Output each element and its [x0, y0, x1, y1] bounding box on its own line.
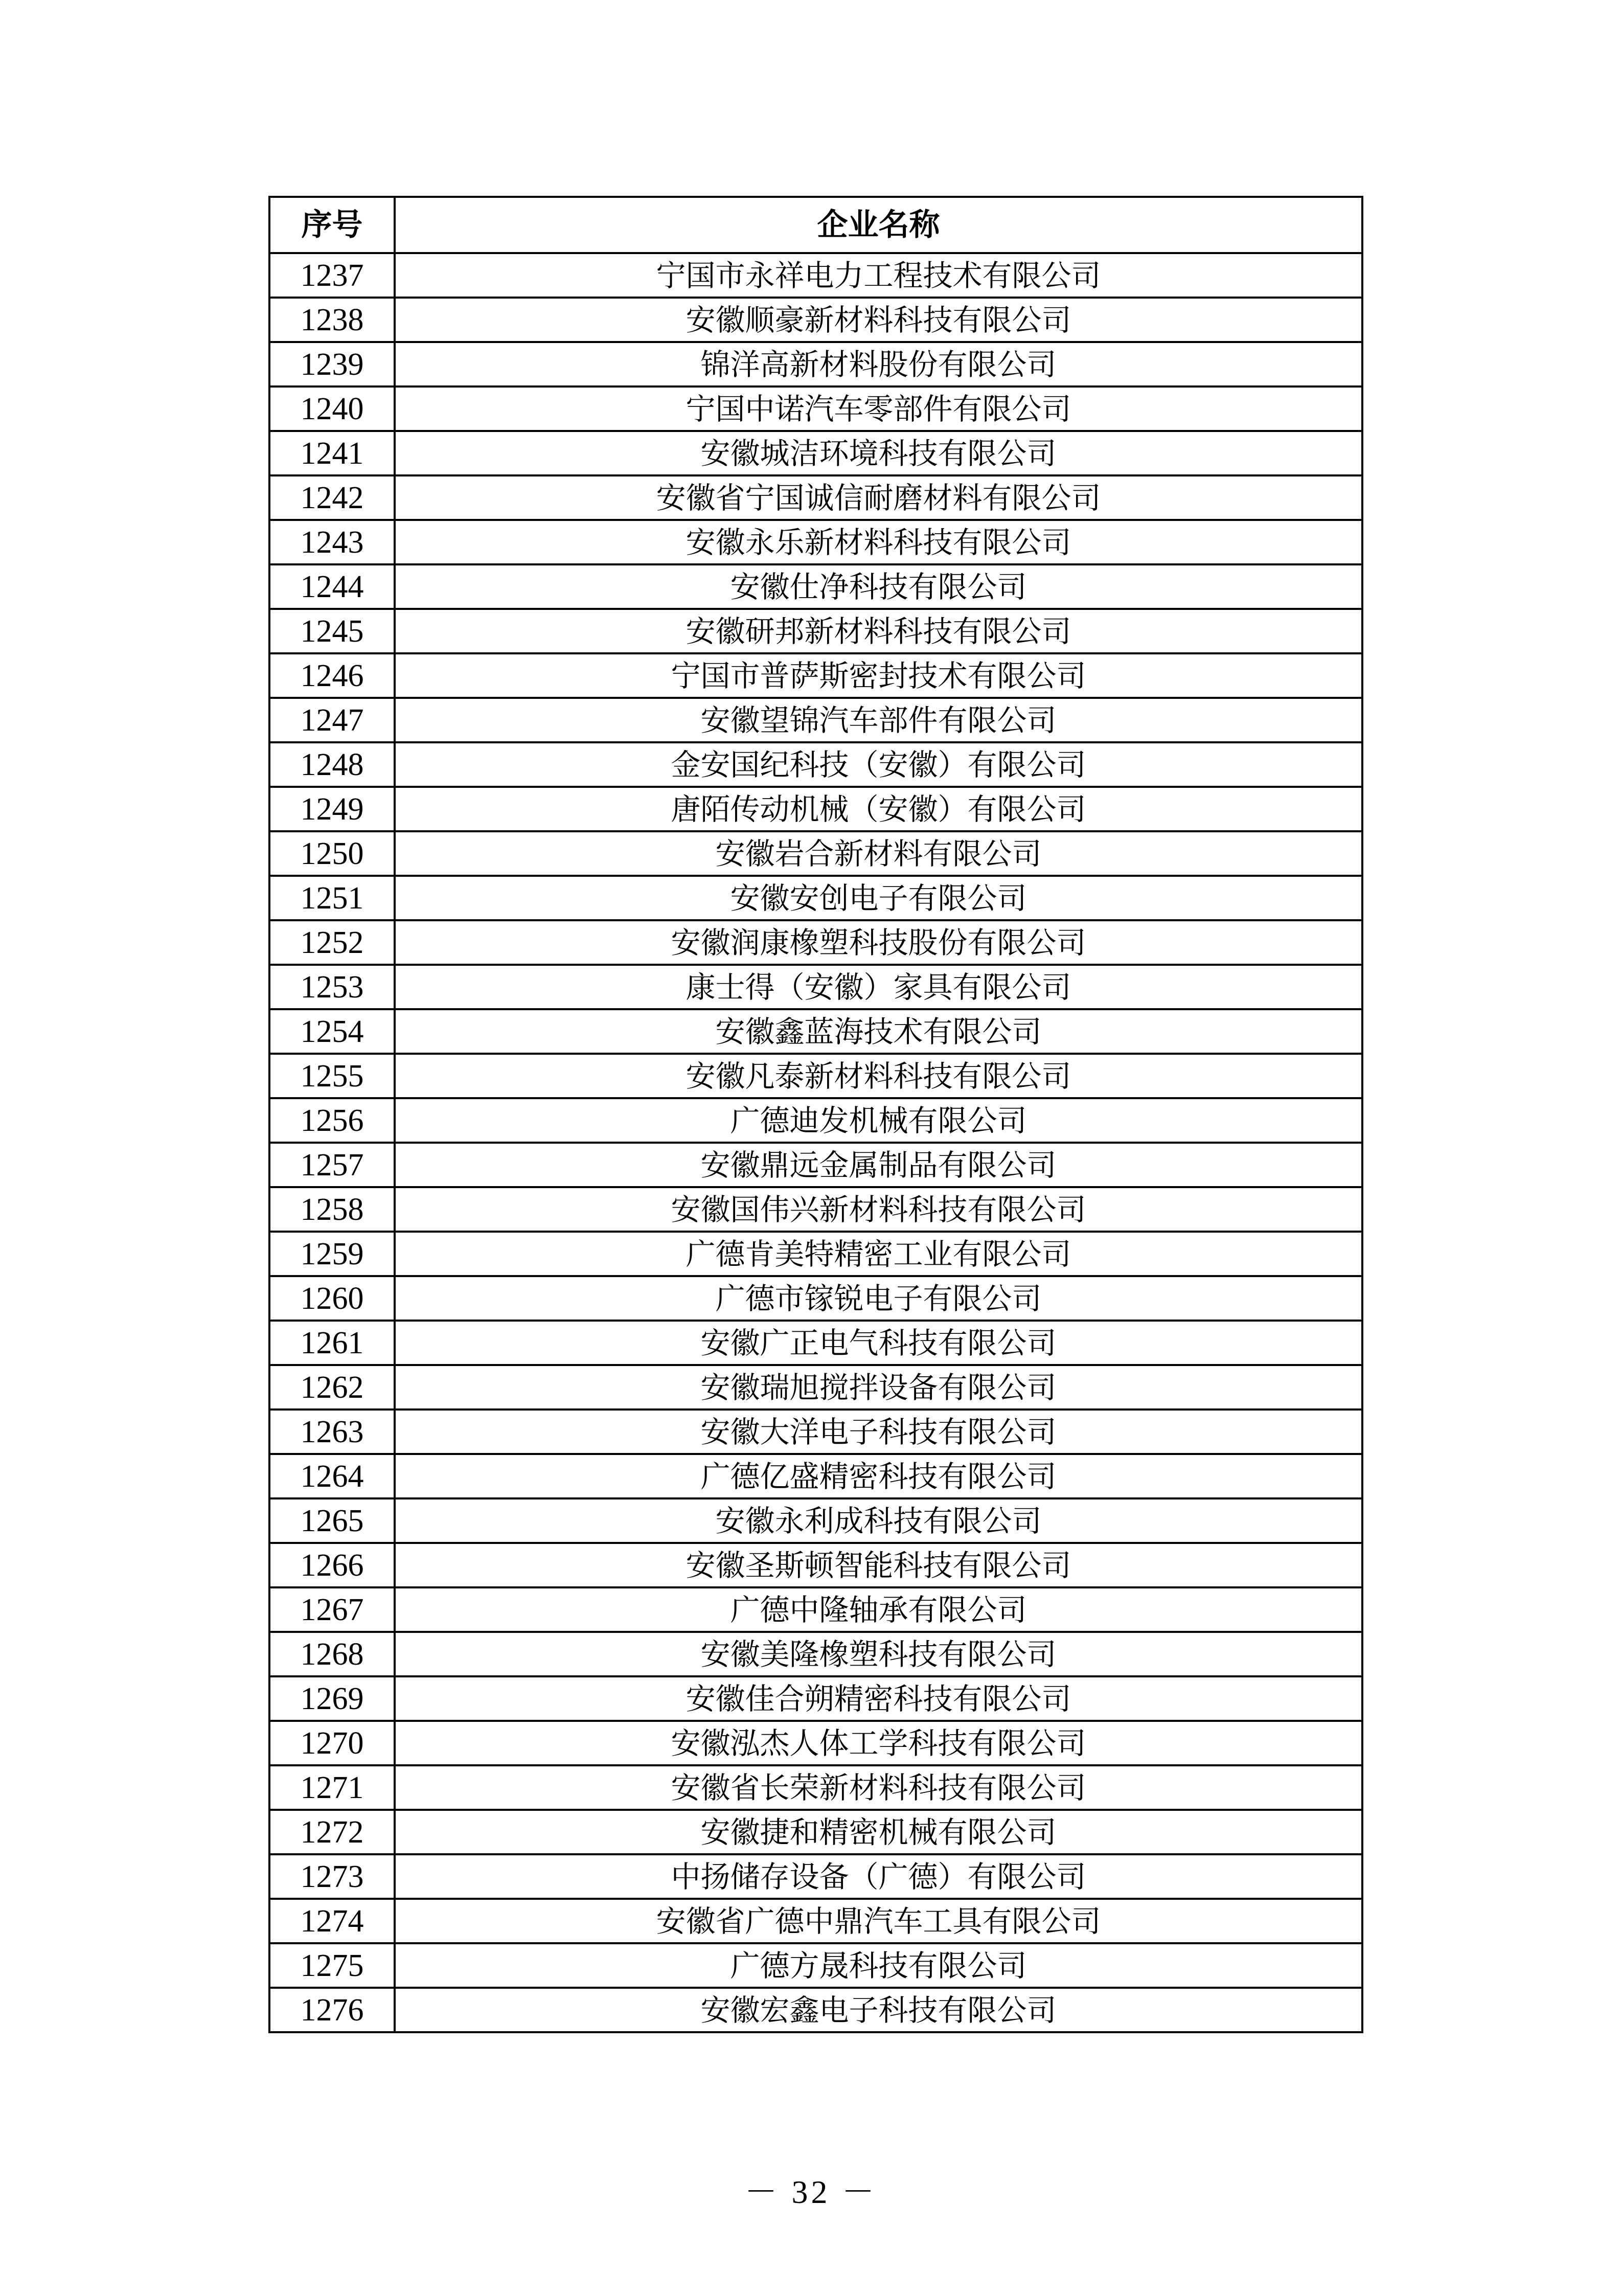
enterprise-name-cell: 宁国市永祥电力工程技术有限公司	[395, 253, 1362, 298]
serial-number-cell: 1266	[269, 1543, 395, 1587]
table-row	[269, 1721, 1362, 1765]
enterprise-name-cell: 安徽大洋电子科技有限公司	[395, 1410, 1362, 1454]
enterprise-name-cell: 宁国市普萨斯密封技术有限公司	[395, 653, 1362, 698]
enterprise-name-cell: 安徽研邦新材料科技有限公司	[395, 609, 1362, 653]
enterprise-name-cell: 安徽顺豪新材料科技有限公司	[395, 298, 1362, 342]
table-row	[269, 1321, 1362, 1365]
enterprise-name-cell: 安徽润康橡塑科技股份有限公司	[395, 920, 1362, 965]
table-row	[269, 1454, 1362, 1498]
serial-number-cell: 1271	[269, 1765, 395, 1810]
table-row	[269, 475, 1362, 520]
enterprise-name-cell: 安徽凡泰新材料科技有限公司	[395, 1054, 1362, 1098]
page-number: － 32 －	[744, 2174, 878, 2210]
enterprise-name-cell: 广德亿盛精密科技有限公司	[395, 1454, 1362, 1498]
serial-number-cell: 1246	[269, 653, 395, 698]
table-row	[269, 609, 1362, 653]
enterprise-name-cell: 安徽鼎远金属制品有限公司	[395, 1143, 1362, 1187]
enterprise-name-cell: 安徽永乐新材料科技有限公司	[395, 520, 1362, 564]
enterprise-name-cell: 安徽望锦汽车部件有限公司	[395, 698, 1362, 742]
table-row	[269, 1054, 1362, 1098]
enterprise-name-cell: 安徽岩合新材料有限公司	[395, 831, 1362, 876]
serial-number-cell: 1272	[269, 1810, 395, 1854]
enterprise-table	[268, 196, 1363, 2033]
enterprise-name-cell: 安徽永利成科技有限公司	[395, 1498, 1362, 1543]
serial-number-cell: 1253	[269, 965, 395, 1009]
table-row	[269, 1365, 1362, 1410]
table-row	[269, 831, 1362, 876]
enterprise-name-cell: 金安国纪科技（安徽）有限公司	[395, 742, 1362, 787]
enterprise-name-cell: 安徽仕净科技有限公司	[395, 564, 1362, 609]
enterprise-name-cell: 广德方晟科技有限公司	[395, 1943, 1362, 1988]
enterprise-name-cell: 安徽安创电子有限公司	[395, 876, 1362, 920]
enterprise-name-cell: 康士得（安徽）家具有限公司	[395, 965, 1362, 1009]
serial-number-cell: 1239	[269, 342, 395, 387]
serial-number-cell: 1258	[269, 1187, 395, 1232]
enterprise-name-cell: 安徽宏鑫电子科技有限公司	[395, 1988, 1362, 2032]
enterprise-name-cell: 安徽省宁国诚信耐磨材料有限公司	[395, 475, 1362, 520]
header-serial-number: 序号	[269, 197, 395, 253]
table-row	[269, 1276, 1362, 1321]
table-row	[269, 1498, 1362, 1543]
table-row	[269, 698, 1362, 742]
serial-number-cell: 1254	[269, 1009, 395, 1054]
table-row	[269, 1143, 1362, 1187]
serial-number-cell: 1273	[269, 1854, 395, 1899]
table-row	[269, 742, 1362, 787]
enterprise-name-cell: 安徽泓杰人体工学科技有限公司	[395, 1721, 1362, 1765]
enterprise-name-cell: 宁国中诺汽车零部件有限公司	[395, 387, 1362, 431]
serial-number-cell: 1275	[269, 1943, 395, 1988]
serial-number-cell: 1269	[269, 1676, 395, 1721]
table-row	[269, 1943, 1362, 1988]
serial-number-cell: 1237	[269, 253, 395, 298]
serial-number-cell: 1250	[269, 831, 395, 876]
enterprise-name-cell: 中扬储存设备（广德）有限公司	[395, 1854, 1362, 1899]
table-row	[269, 387, 1362, 431]
enterprise-name-cell: 广德肯美特精密工业有限公司	[395, 1232, 1362, 1276]
enterprise-name-cell: 广德迪发机械有限公司	[395, 1098, 1362, 1143]
serial-number-cell: 1259	[269, 1232, 395, 1276]
table-row	[269, 1765, 1362, 1810]
serial-number-cell: 1243	[269, 520, 395, 564]
serial-number-cell: 1256	[269, 1098, 395, 1143]
table-row	[269, 1009, 1362, 1054]
table-row	[269, 1098, 1362, 1143]
serial-number-cell: 1245	[269, 609, 395, 653]
enterprise-name-cell: 安徽国伟兴新材料科技有限公司	[395, 1187, 1362, 1232]
serial-number-cell: 1241	[269, 431, 395, 475]
enterprise-name-cell: 安徽圣斯顿智能科技有限公司	[395, 1543, 1362, 1587]
serial-number-cell: 1262	[269, 1365, 395, 1410]
table-row	[269, 1410, 1362, 1454]
serial-number-cell: 1242	[269, 475, 395, 520]
serial-number-cell: 1255	[269, 1054, 395, 1098]
header-enterprise-name: 企业名称	[395, 197, 1362, 253]
enterprise-name-cell: 安徽瑞旭搅拌设备有限公司	[395, 1365, 1362, 1410]
table-row	[269, 1854, 1362, 1899]
table-row	[269, 520, 1362, 564]
table-row	[269, 1899, 1362, 1943]
table-row	[269, 1543, 1362, 1587]
serial-number-cell: 1249	[269, 787, 395, 831]
table-row	[269, 431, 1362, 475]
enterprise-name-cell: 广德市镓锐电子有限公司	[395, 1276, 1362, 1321]
serial-number-cell: 1260	[269, 1276, 395, 1321]
table-row	[269, 965, 1362, 1009]
serial-number-cell: 1270	[269, 1721, 395, 1765]
serial-number-cell: 1276	[269, 1988, 395, 2032]
enterprise-name-cell: 安徽鑫蓝海技术有限公司	[395, 1009, 1362, 1054]
enterprise-name-cell: 唐陌传动机械（安徽）有限公司	[395, 787, 1362, 831]
table-row	[269, 1187, 1362, 1232]
serial-number-cell: 1251	[269, 876, 395, 920]
serial-number-cell: 1268	[269, 1632, 395, 1676]
enterprise-name-cell: 安徽城洁环境科技有限公司	[395, 431, 1362, 475]
serial-number-cell: 1264	[269, 1454, 395, 1498]
serial-number-cell: 1248	[269, 742, 395, 787]
enterprise-name-cell: 广德中隆轴承有限公司	[395, 1587, 1362, 1632]
table-row	[269, 342, 1362, 387]
serial-number-cell: 1265	[269, 1498, 395, 1543]
table-row	[269, 1810, 1362, 1854]
table-row	[269, 1232, 1362, 1276]
enterprise-name-cell: 安徽美隆橡塑科技有限公司	[395, 1632, 1362, 1676]
table-row	[269, 298, 1362, 342]
table-row	[269, 1988, 1362, 2032]
enterprise-name-cell: 安徽捷和精密机械有限公司	[395, 1810, 1362, 1854]
serial-number-cell: 1263	[269, 1410, 395, 1454]
enterprise-name-cell: 安徽省广德中鼎汽车工具有限公司	[395, 1899, 1362, 1943]
table-row	[269, 253, 1362, 298]
serial-number-cell: 1244	[269, 564, 395, 609]
enterprise-name-cell: 安徽省长荣新材料科技有限公司	[395, 1765, 1362, 1810]
table-row	[269, 1587, 1362, 1632]
table-row	[269, 564, 1362, 609]
serial-number-cell: 1261	[269, 1321, 395, 1365]
serial-number-cell: 1274	[269, 1899, 395, 1943]
table-body	[269, 253, 1362, 2032]
serial-number-cell: 1247	[269, 698, 395, 742]
table-row	[269, 787, 1362, 831]
table-row	[269, 876, 1362, 920]
serial-number-cell: 1267	[269, 1587, 395, 1632]
table-row	[269, 653, 1362, 698]
enterprise-name-cell: 安徽佳合朔精密科技有限公司	[395, 1676, 1362, 1721]
enterprise-name-cell: 安徽广正电气科技有限公司	[395, 1321, 1362, 1365]
enterprise-name-cell: 锦洋高新材料股份有限公司	[395, 342, 1362, 387]
serial-number-cell: 1240	[269, 387, 395, 431]
table-row	[269, 1632, 1362, 1676]
serial-number-cell: 1238	[269, 298, 395, 342]
table-row	[269, 920, 1362, 965]
serial-number-cell: 1252	[269, 920, 395, 965]
serial-number-cell: 1257	[269, 1143, 395, 1187]
table-header-row	[269, 197, 1362, 253]
table-row	[269, 1676, 1362, 1721]
